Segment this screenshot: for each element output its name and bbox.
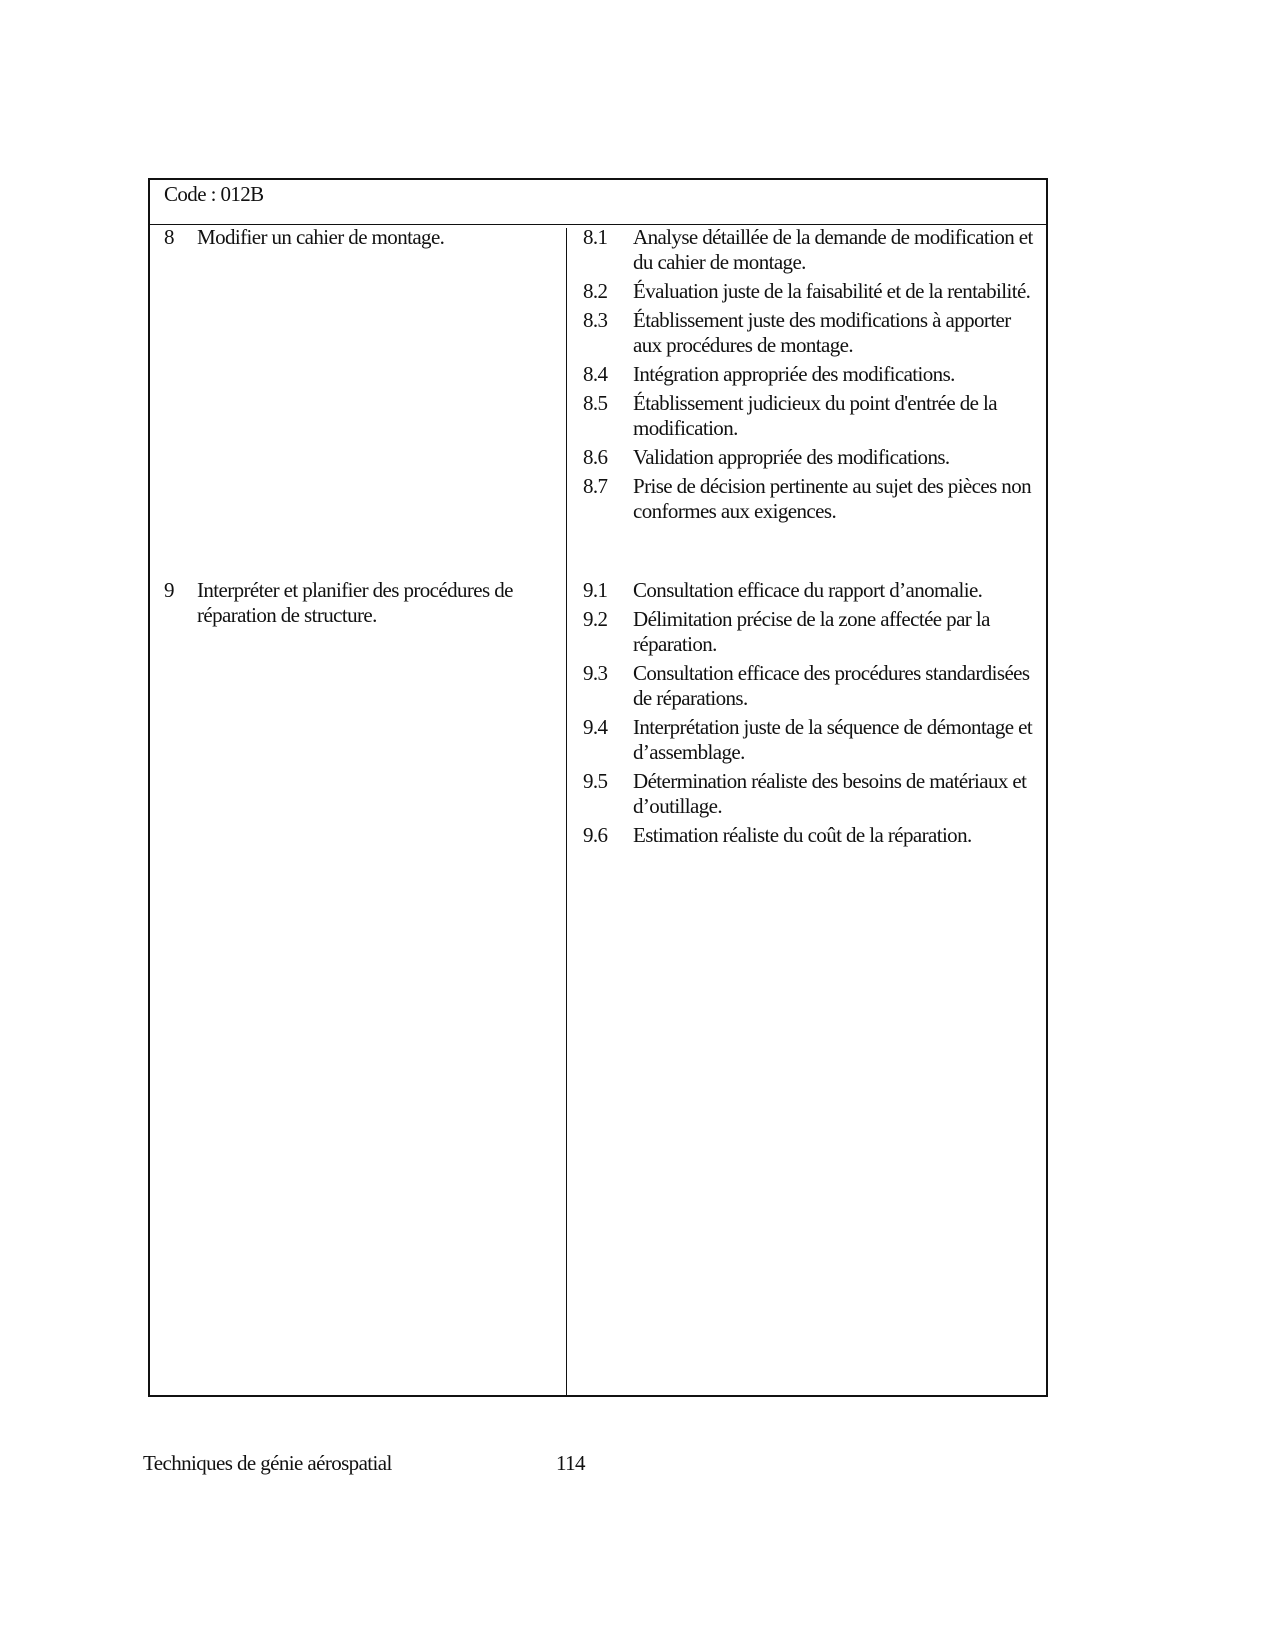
criterion-text: Évaluation juste de la faisabilité et de la rentabilité. xyxy=(633,279,1031,303)
criterion xyxy=(583,391,1038,441)
element-title: Interpréter et planifier des procédures de réparation de structure. xyxy=(197,578,513,627)
footer-title: Techniques de génie aérospatial xyxy=(143,1451,392,1475)
criterion-text: Détermination réaliste des besoins de matériaux et d’outillage. xyxy=(633,769,1027,818)
criterion-number: 9.2 xyxy=(583,607,608,631)
criterion xyxy=(583,362,1038,387)
criteria-list-9 xyxy=(583,578,1038,852)
criterion-text: Consultation efficace du rapport d’anomalie. xyxy=(633,578,983,602)
criterion xyxy=(583,823,1038,848)
criterion-number: 9.3 xyxy=(583,661,608,685)
criterion xyxy=(583,607,1038,657)
criterion-text: Interprétation juste de la séquence de démontage et d’assemblage. xyxy=(633,715,1033,764)
criterion-text: Intégration appropriée des modifications. xyxy=(633,362,955,386)
criteria-list-8 xyxy=(583,225,1038,528)
criterion xyxy=(583,661,1038,711)
criterion-number: 9.6 xyxy=(583,823,608,847)
criterion-number: 9.1 xyxy=(583,578,608,602)
criterion-number: 8.6 xyxy=(583,445,608,469)
element-9 xyxy=(164,578,554,628)
criterion xyxy=(583,225,1038,275)
criterion-number: 8.4 xyxy=(583,362,608,386)
column-divider xyxy=(566,228,567,1397)
element-number: 9 xyxy=(164,578,174,602)
criterion-number: 8.5 xyxy=(583,391,608,415)
criterion-text: Établissement judicieux du point d'entrée de la modification. xyxy=(633,391,997,440)
criterion xyxy=(583,474,1038,524)
criterion-text: Consultation efficace des procédures standardisées de réparations. xyxy=(633,661,1030,710)
criterion-number: 8.3 xyxy=(583,308,608,332)
criterion xyxy=(583,715,1038,765)
criterion xyxy=(583,769,1038,819)
criterion-text: Établissement juste des modifications à apporter aux procédures de montage. xyxy=(633,308,1011,357)
page-number: 114 xyxy=(556,1451,585,1475)
criterion xyxy=(583,308,1038,358)
criterion-number: 9.4 xyxy=(583,715,608,739)
criterion-text: Analyse détaillée de la demande de modification et du cahier de montage. xyxy=(633,225,1033,274)
criterion-number: 9.5 xyxy=(583,769,608,793)
criterion-text: Prise de décision pertinente au sujet des pièces non conformes aux exigences. xyxy=(633,474,1032,523)
criterion-number: 8.1 xyxy=(583,225,608,249)
criterion-text: Délimitation précise de la zone affectée par la réparation. xyxy=(633,607,990,656)
criterion xyxy=(583,578,1038,603)
element-8 xyxy=(164,225,554,250)
criterion-number: 8.7 xyxy=(583,474,608,498)
criterion-text: Estimation réaliste du coût de la réparation. xyxy=(633,823,972,847)
element-title: Modifier un cahier de montage. xyxy=(197,225,445,249)
criterion-number: 8.2 xyxy=(583,279,608,303)
criterion xyxy=(583,445,1038,470)
criterion xyxy=(583,279,1038,304)
element-number: 8 xyxy=(164,225,174,249)
code-label: Code : 012B xyxy=(164,182,264,206)
criterion-text: Validation appropriée des modifications. xyxy=(633,445,950,469)
